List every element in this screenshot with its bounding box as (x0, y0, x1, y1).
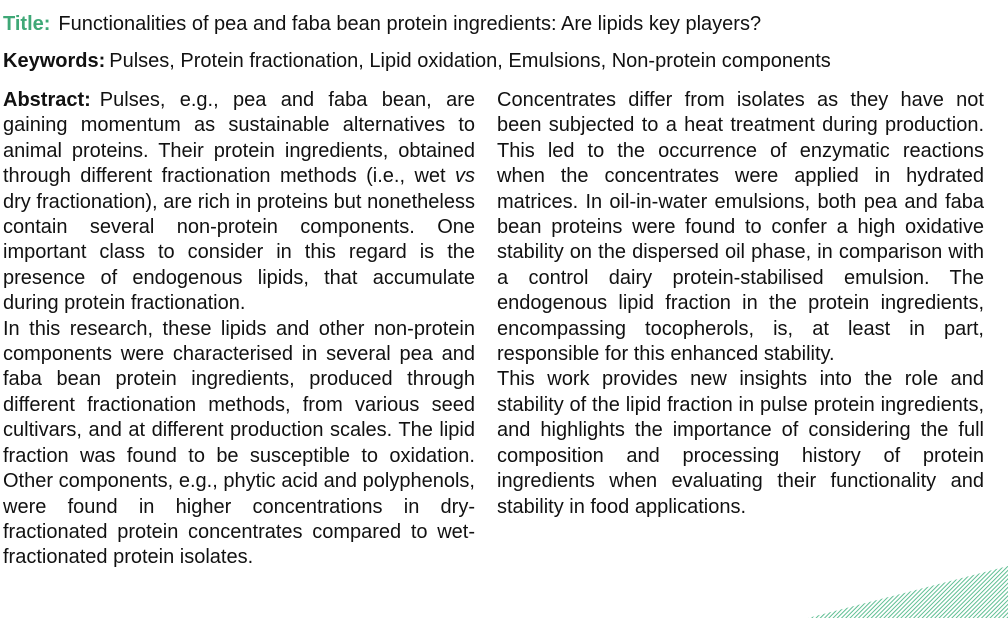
abstract-paragraph-3: Concentrates differ from isolates as they have not been subjected to a heat treatment during production. This led to the occurrence of enzymatic reactions when the concentrates were applied in hydrated matrices. In oil-in-water emulsions, both pea and faba bean proteins were found to confer a high oxidative stability on the dispersed oil phase, in comparison with a control dairy protein-stabilised emulsion. The endogenous lipid fraction in the protein ingredients, encompassing tocopherols, is, at least in part, responsible for this enhanced stability. (497, 89, 984, 366)
corner-decoration-wedge (808, 566, 1008, 618)
abstract-p1-part-2: dry fractionation), are rich in proteins but nonetheless contain several non-protein components. One important class to consider in this regard is the presence of endogenous lipids, that accumulate during protein fractionation. (3, 190, 475, 315)
abstract-paragraph-2: In this research, these lipids and other non-protein components were characterised in several pea and faba bean protein ingredients, produced through different fractionation methods, from various seed cultivars, and at different production scales. The lipid fraction was found to be susceptible to oxidation. Other components, e.g., phytic acid and polyphenols, were found in higher concentrations in dry-fractionated protein concentrates compared to wet-fractionated protein isolates. (3, 317, 475, 569)
abstract-right-column (497, 88, 984, 520)
abstract-paragraph-1 (3, 88, 475, 317)
corner-decoration (808, 566, 1008, 618)
keywords-label: Keywords: (3, 50, 106, 72)
abstract-p1-part-1: Pulses, e.g., pea and faba bean, are gaining momentum as sustainable alternatives to animal proteins. Their protein ingredients, obtained through different fractionation methods (i.e., wet (3, 89, 475, 188)
title-line (3, 12, 1003, 36)
title-text: Functionalities of pea and faba bean protein ingredients: Are lipids key players? (58, 13, 762, 35)
abstract-label: Abstract: (3, 89, 91, 111)
title-label: Title: (3, 13, 51, 35)
keywords-line (3, 49, 1003, 73)
abstract-paragraph-4: This work provides new insights into the role and stability of the lipid fraction in pulse protein ingredients, and highlights the importance of considering the full composition and processing history of protein ingredients when evaluating their functionality and stability in food applications. (497, 368, 984, 518)
abstract-left-column (3, 88, 475, 571)
keywords-text: Pulses, Protein fractionation, Lipid oxidation, Emulsions, Non-protein components (109, 50, 831, 72)
abstract-p1-vs: vs (455, 165, 475, 188)
